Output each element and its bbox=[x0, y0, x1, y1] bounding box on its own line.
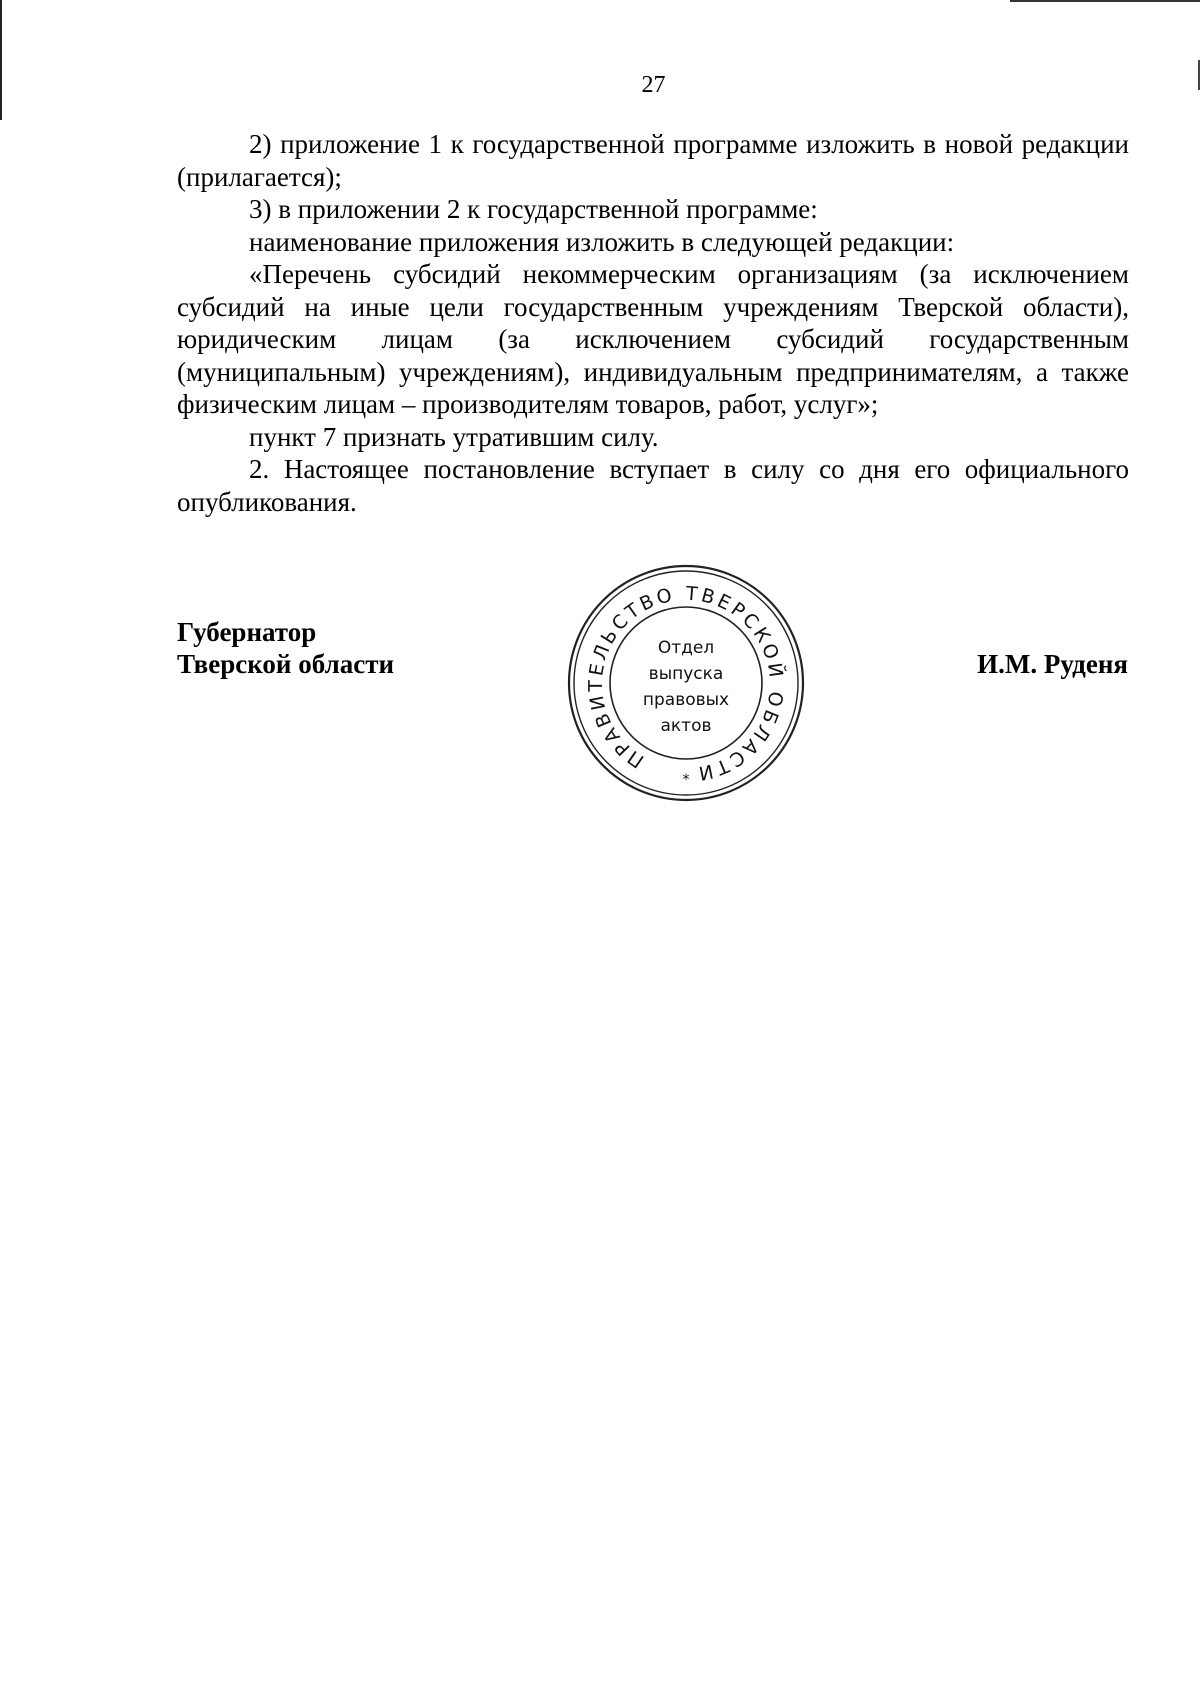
document-body bbox=[177, 128, 1129, 518]
signature-position bbox=[177, 616, 394, 680]
paragraph-item-7: пункт 7 признать утратившим силу. bbox=[249, 421, 659, 452]
stamp-ring-textpath: ПРАВИТЕЛЬСТВО ТВЕРСКОЙ ОБЛАСТИ bbox=[584, 582, 788, 785]
stamp-center-line2: выпуска bbox=[648, 664, 724, 684]
page-number: 27 bbox=[641, 72, 666, 98]
stamp-star: * bbox=[682, 772, 690, 788]
scan-edge-left bbox=[0, 0, 2, 120]
paragraph-effective-date: 2. Настоящее постановление вступает в силу со дня его официального опубликования. bbox=[177, 454, 1129, 517]
paragraph-subsidy-list-title: «Перечень субсидий некоммерческим организациям (за исключением субсидий на иные цели государственным учреждениям Тверской области), юридическим лицам (за исключением субсидий государственным (муниципальным) учреждениям), индивидуальным предпринимателям, а также физическим лицам – производителям товаров, работ, услуг»; bbox=[177, 259, 1129, 419]
scan-edge-top bbox=[1010, 0, 1200, 2]
stamp-center-line4: актов bbox=[660, 716, 712, 736]
signature-position-line1: Губернатор bbox=[177, 617, 317, 647]
stamp-center-line3: правовых bbox=[642, 690, 730, 710]
signature-position-line2: Тверской области bbox=[177, 649, 395, 679]
signature-name: И.М. Руденя bbox=[977, 649, 1128, 679]
paragraph-appendix-1: 2) приложение 1 к государственной программе изложить в новой редакции (прилагается); bbox=[177, 129, 1129, 192]
paragraph-appendix-name: наименование приложения изложить в следующей редакции: bbox=[249, 226, 955, 257]
stamp-center-text bbox=[565, 635, 807, 739]
official-stamp bbox=[565, 563, 807, 803]
stamp-center-line1: Отдел bbox=[657, 638, 715, 658]
paragraph-appendix-2: 3) в приложении 2 к государственной программе: bbox=[249, 194, 818, 224]
